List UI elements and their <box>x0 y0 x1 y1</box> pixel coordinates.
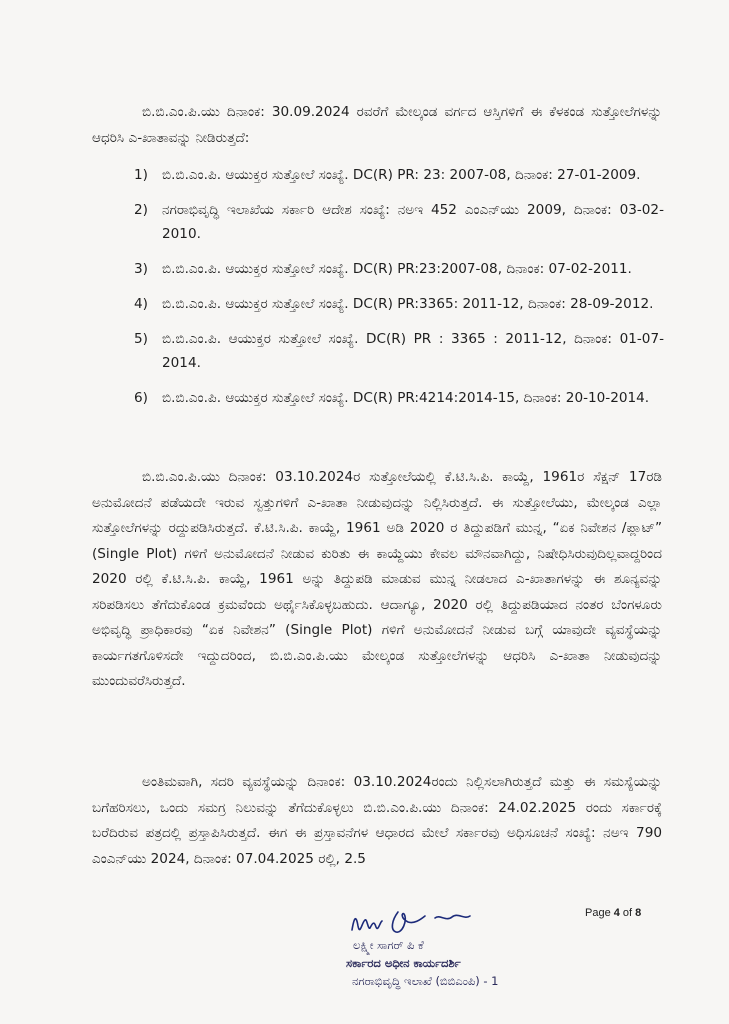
body-paragraph-3: ಅಂತಿಮವಾಗಿ, ಸದರಿ ವ್ಯವಸ್ಥೆಯನ್ನು ದಿನಾಂಕ: 03.10.2024ರಂದು ನಿಲ್ಲಿಸಲಾಗಿರುತ್ತದೆ ಮತ್ತು ಈ ಸಮಸ್ಯೆಯನ್ನು ಬಗೆಹರಿಸಲು, ಒಂದು ಸಮಗ್ರ ನಿಲುವನ್ನು ತೆಗೆದುಕೊಳ್ಳಲು ಬಿ.ಬಿ.ಎಂ.ಪಿ.ಯು ದಿನಾಂಕ: 24.02.2025 ರಂದು ಸರ್ಕಾರಕ್ಕೆ ಬರೆದಿರುವ ಪತ್ರದಲ್ಲಿ ಪ್ರಸ್ತಾಪಿಸಿರುತ್ತದೆ. ಈಗ ಈ ಪ್ರಸ್ತಾವನೆಗಳ ಆಧಾರದ ಮೇಲೆ ಸರ್ಕಾರವು ಅಧಿಸೂಚನೆ ಸಂಖ್ಯೆ: ನಅಇ 790 ಎಂಎನ್‌ಯು 2024, ದಿನಾಂಕ: 07.04.2025 ರಲ್ಲಿ, 2.5 <box>92 774 662 867</box>
list-item-text: ನಗರಾಭಿವೃದ್ಧಿ ಇಲಾಖೆಯ ಸರ್ಕಾರಿ ಆದೇಶ ಸಂಖ್ಯೆ: ನಅಇ 452 ಎಂಎನ್‌ಯು 2009, ದಿನಾಂಕ: 03-02-2010. <box>162 202 664 242</box>
list-item-text: ಬಿ.ಬಿ.ಎಂ.ಪಿ. ಆಯುಕ್ತರ ಸುತ್ತೋಲೆ ಸಂಖ್ಯೆ. DC(R) PR:23:2007-08, ದಿನಾಂಕ: 07-02-2011. <box>162 261 632 277</box>
body-paragraph-2: ಬಿ.ಬಿ.ಎಂ.ಪಿ.ಯು ದಿನಾಂಕ: 03.10.2024ರ ಸುತ್ತೋಲೆಯಲ್ಲಿ ಕೆ.ಟಿ.ಸಿ.ಪಿ. ಕಾಯ್ದೆ, 1961ರ ಸೆಕ್ಷನ್ 17ರಡಿ ಅನುಮೋದನೆ ಪಡೆಯದೇ ಇರುವ ಸ್ವತ್ತುಗಳಿಗೆ ಎ-ಖಾತಾ ನೀಡುವುದನ್ನು ನಿಲ್ಲಿಸಿರುತ್ತದೆ. ಈ ಸುತ್ತೋಲೆಯು, ಮೇಲ್ಕಂಡ ಎಲ್ಲಾ ಸುತ್ತೋಲೆಗಳನ್ನು ರದ್ದುಪಡಿಸಿರುತ್ತದೆ. ಕೆ.ಟಿ.ಸಿ.ಪಿ. ಕಾಯ್ದೆ, 1961 ಅಡಿ 2020 ರ ತಿದ್ದುಪಡಿಗೆ ಮುನ್ನ, “ಏಕ ನಿವೇಶನ /ಪ್ಲಾಟ್” (Single Plot) ಗಳಿಗೆ ಅನುಮೋದನೆ ನೀಡುವ ಕುರಿತು ಈ ಕಾಯ್ದೆಯು ಕೇವಲ ಮೌನವಾಗಿದ್ದು, ನಿಷೇಧಿಸಿರುವುದಿಲ್ಲವಾದ್ದರಿಂದ 2020 ರಲ್ಲಿ ಕೆ.ಟಿ.ಸಿ.ಪಿ. ಕಾಯ್ದೆ, 1961 ಅನ್ನು ತಿದ್ದುಪಡಿ ಮಾಡುವ ಮುನ್ನ ನೀಡಲಾದ ಎ-ಖಾತಾಗಳನ್ನು ಈ ಶೂನ್ಯವನ್ನು ಸರಿಪಡಿಸಲು ತೆಗೆದುಕೊಂಡ ಕ್ರಮವೆಂದು ಅರ್ಥೈಸಿಕೊಳ್ಳಬಹುದು. ಆದಾಗ್ಯೂ, 2020 ರಲ್ಲಿ ತಿದ್ದುಪಡಿಯಾದ ನಂತರ ಬೆಂಗಳೂರು ಅಭಿವೃದ್ಧಿ ಪ್ರಾಧಿಕಾರವು “ಏಕ ನಿವೇಶನ” (Single Plot) ಗಳಿಗೆ ಅನುಮೋದನೆ ನೀಡುವ ಬಗ್ಗೆ ಯಾವುದೇ ವ್ಯವಸ್ಥೆಯನ್ನು ಕಾರ್ಯಗತಗೊಳಿಸದೇ ಇದ್ದುದರಿಂದ, ಬಿ.ಬಿ.ಎಂ.ಪಿ.ಯು ಮೇಲ್ಕಂಡ ಸುತ್ತೋಲೆಗಳನ್ನು ಆಧರಿಸಿ ಎ-ಖಾತಾ ನೀಡುವುದನ್ನು ಮುಂದುವರೆಸಿರುತ್ತದೆ. <box>92 469 662 689</box>
list-item <box>134 163 664 187</box>
list-item <box>134 292 664 316</box>
page-number-prefix: Page <box>585 907 614 919</box>
page-number-current: 4 <box>613 907 620 919</box>
list-item-text: ಬಿ.ಬಿ.ಎಂ.ಪಿ. ಆಯುಕ್ತರ ಸುತ್ತೋಲೆ ಸಂಖ್ಯೆ. DC(R) PR: 23: 2007-08, ದಿನಾಂಕ: 27-01-2009. <box>162 167 641 183</box>
page-number-total: 8 <box>635 907 642 919</box>
list-item-number: 6) <box>134 390 148 406</box>
list-item-number: 4) <box>134 296 148 312</box>
signatory-designation: ಸರ್ಕಾರದ ಅಧೀನ ಕಾರ್ಯದರ್ಶಿ <box>346 956 461 970</box>
list-item-number: 5) <box>134 331 148 347</box>
page-number <box>585 907 641 919</box>
list-item <box>134 257 664 281</box>
signature-block <box>330 900 530 1020</box>
list-item-text: ಬಿ.ಬಿ.ಎಂ.ಪಿ. ಆಯುಕ್ತರ ಸುತ್ತೋಲೆ ಸಂಖ್ಯೆ. DC(R) PR : 3365 : 2011-12, ದಿನಾಂಕ: 01-07-2014. <box>162 331 664 371</box>
signatory-name: ಲಕ್ಷ್ಮೀ ಸಾಗರ್ ಪಿ ಕೆ <box>353 938 424 952</box>
list-item-text: ಬಿ.ಬಿ.ಎಂ.ಪಿ. ಆಯುಕ್ತರ ಸುತ್ತೋಲೆ ಸಂಖ್ಯೆ. DC(R) PR:4214:2014-15, ದಿನಾಂಕ: 20-10-2014. <box>162 390 650 406</box>
list-item-number: 2) <box>134 202 148 218</box>
page-number-middle: of <box>619 907 636 919</box>
list-item-number: 3) <box>134 261 148 277</box>
list-item-number: 1) <box>134 167 148 183</box>
intro-paragraph: ಬಿ.ಬಿ.ಎಂ.ಪಿ.ಯು ದಿನಾಂಕ: 30.09.2024 ರವರೆಗೆ ಮೇಲ್ಕಂಡ ವರ್ಗದ ಆಸ್ತಿಗಳಿಗೆ ಈ ಕೆಳಕಂಡ ಸುತ್ತೋಲೆಗಳನ್ನು ಆಧರಿಸಿ ಎ-ಖಾತಾವನ್ನು ನೀಡಿರುತ್ತದೆ: <box>92 104 662 146</box>
signatory-department: ನಗರಾಭಿವೃದ್ಧಿ ಇಲಾಖೆ (ಬಿಬಿಎಂಪಿ) - 1 <box>352 974 499 988</box>
circular-list <box>134 163 664 421</box>
list-item <box>134 327 664 375</box>
list-item <box>134 386 664 410</box>
list-item <box>134 198 664 246</box>
list-item-text: ಬಿ.ಬಿ.ಎಂ.ಪಿ. ಆಯುಕ್ತರ ಸುತ್ತೋಲೆ ಸಂಖ್ಯೆ. DC(R) PR:3365: 2011-12, ದಿನಾಂಕ: 28-09-2012. <box>162 296 654 312</box>
